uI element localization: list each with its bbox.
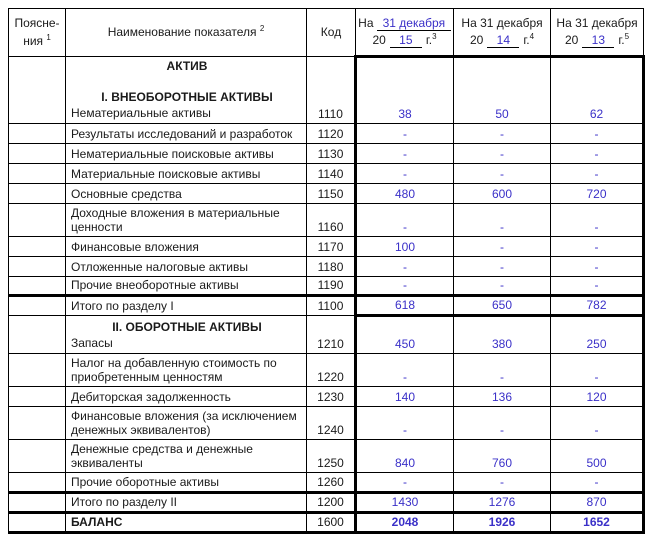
row-value: 120 [551,387,644,407]
footnote-ref-4: 4 [529,32,535,41]
row-value: - [356,144,454,164]
explanation-cell [9,277,66,296]
row-code: 1600 [307,513,356,533]
row-value: - [356,407,454,440]
row-label: Нематериальные активы [71,106,211,120]
table-row-1110 [9,57,644,124]
row-label: Дебиторская задолженность [66,387,307,407]
row-value: 720 [551,184,644,204]
footnote-ref-3: 3 [432,32,437,41]
table-row-1240 [9,407,644,440]
table-row-1160 [9,204,644,237]
row-code: 1110 [307,57,356,124]
row-code: 1130 [307,144,356,164]
row-code: 1170 [307,237,356,257]
row-label: Итого по разделу II [66,493,307,513]
row-code: 1150 [307,184,356,204]
row-label: БАЛАНС [66,513,307,533]
section-spacer [71,74,303,89]
row-value: - [454,204,551,237]
header-explanations-line2: ния [23,33,44,48]
table-row-1140 [9,164,644,184]
header-code: Код [307,9,356,57]
row-value: - [356,354,454,387]
row-code: 1180 [307,257,356,277]
row-value: - [551,257,644,277]
explanation-cell [9,124,66,144]
section-title-current: II. ОБОРОТНЫЕ АКТИВЫ [112,320,262,334]
table-row-1190 [9,277,644,296]
explanation-cell [9,316,66,354]
row-label-cell [66,316,307,354]
row-label: Финансовые вложения (за исключением денежных эквивалентов) [66,407,307,440]
row-value: - [551,473,644,493]
row-value: - [356,124,454,144]
row-label: Основные средства [66,184,307,204]
row-label: Доходные вложения в материальные ценности [66,204,307,237]
table-row-1260 [9,473,644,493]
row-value: - [454,354,551,387]
row-label: Итого по разделу I [66,296,307,316]
table-row-1220 [9,354,644,387]
explanation-cell [9,493,66,513]
row-value: 250 [551,316,644,354]
row-value: - [454,407,551,440]
row-value: - [454,164,551,184]
year-blank-filled: 13 [582,34,614,48]
explanation-cell [9,296,66,316]
table-row-total-section2 [9,493,644,513]
row-value: - [454,257,551,277]
table-row-total-section1 [9,296,644,316]
row-value: 136 [454,387,551,407]
row-value: - [454,124,551,144]
section-title-noncurrent: I. ВНЕОБОРОТНЫЕ АКТИВЫ [101,90,273,104]
table-row-1250 [9,440,644,473]
header-explanations-line1: Поясне- [14,16,60,31]
row-label: Результаты исследований и разработок [66,124,307,144]
row-label: Денежные средства и денежные эквиваленты [66,440,307,473]
table-row-1180 [9,257,644,277]
row-value: 380 [454,316,551,354]
year-blank-filled: 15 [390,34,422,48]
explanation-cell [9,184,66,204]
row-label: Прочие внеоборотные активы [66,277,307,296]
footnote-ref-1: 1 [46,32,51,42]
row-code: 1200 [307,493,356,513]
row-code: 1260 [307,473,356,493]
table-row-balance [9,513,644,533]
row-value: 140 [356,387,454,407]
row-label: Прочие оборотные активы [66,473,307,493]
row-code: 1230 [307,387,356,407]
row-value: 450 [356,316,454,354]
table-row-1230 [9,387,644,407]
row-code: 1210 [307,316,356,354]
footnote-ref-5: 5 [624,32,630,41]
row-code: 1160 [307,204,356,237]
row-value: 62 [551,57,644,124]
row-value: - [551,354,644,387]
row-value: - [551,237,644,257]
row-value: 480 [356,184,454,204]
year-blank-filled: 14 [487,34,519,48]
row-value: 870 [551,493,644,513]
row-value: 50 [454,57,551,124]
row-value: - [551,164,644,184]
explanation-cell [9,57,66,124]
header-date-col-2: На 31 декабря 20 14 г.$^4$ [454,9,551,57]
row-label: Запасы [71,336,113,350]
row-value: 38 [356,57,454,124]
row-value: - [356,204,454,237]
explanation-cell [9,354,66,387]
explanation-cell [9,473,66,493]
explanation-cell [9,164,66,184]
row-code: 1190 [307,277,356,296]
table-row-1120 [9,124,644,144]
row-value: 650 [454,296,551,316]
table-row-1150 [9,184,644,204]
row-code: 1120 [307,124,356,144]
row-label-cell [66,57,307,124]
row-value: - [551,144,644,164]
row-value: - [454,144,551,164]
row-value: - [551,277,644,296]
explanation-cell [9,237,66,257]
row-value: - [551,407,644,440]
row-code: 1240 [307,407,356,440]
row-value: 1652 [551,513,644,533]
explanation-cell [9,407,66,440]
footnote-ref-2: 2 [259,23,265,33]
header-date-col-1: На 31 декабря 20 15 г.$^3$ [356,9,454,57]
header-date-col-3: На 31 декабря 20 13 г.$^5$ [551,9,644,57]
explanation-cell [9,144,66,164]
row-value: 840 [356,440,454,473]
row-code: 1100 [307,296,356,316]
row-value: 1926 [454,513,551,533]
header-explanations [9,9,66,57]
row-label: Финансовые вложения [66,237,307,257]
row-value: - [454,237,551,257]
explanation-cell [9,387,66,407]
row-code: 1250 [307,440,356,473]
row-label: Нематериальные поисковые активы [66,144,307,164]
row-code: 1220 [307,354,356,387]
row-value: - [356,164,454,184]
row-value: - [356,473,454,493]
row-label: Отложенные налоговые активы [66,257,307,277]
row-value: 618 [356,296,454,316]
row-value: 760 [454,440,551,473]
row-value: 100 [356,237,454,257]
row-value: 600 [454,184,551,204]
row-value: 1430 [356,493,454,513]
row-value: - [454,277,551,296]
date-blank-filled: 31 декабря [377,17,451,31]
row-code: 1140 [307,164,356,184]
row-value: - [551,124,644,144]
row-value: 500 [551,440,644,473]
section-title-aktiv: АКТИВ [166,59,208,73]
row-value: - [454,473,551,493]
table-row-1210 [9,316,644,354]
row-label: Материальные поисковые активы [66,164,307,184]
table-row-1130 [9,144,644,164]
row-label: Налог на добавленную стоимость по приобретенным ценностям [66,354,307,387]
explanation-cell [9,513,66,533]
row-value: 2048 [356,513,454,533]
explanation-cell [9,257,66,277]
row-value: 1276 [454,493,551,513]
row-value: 782 [551,296,644,316]
header-indicator-name: Наименование показателя $^2$ [66,9,307,57]
row-value: - [356,257,454,277]
explanation-cell [9,204,66,237]
table-row-1170 [9,237,644,257]
table-header-row [9,9,644,57]
row-value: - [551,204,644,237]
row-value: - [356,277,454,296]
explanation-cell [9,440,66,473]
balance-sheet-table [8,8,645,534]
